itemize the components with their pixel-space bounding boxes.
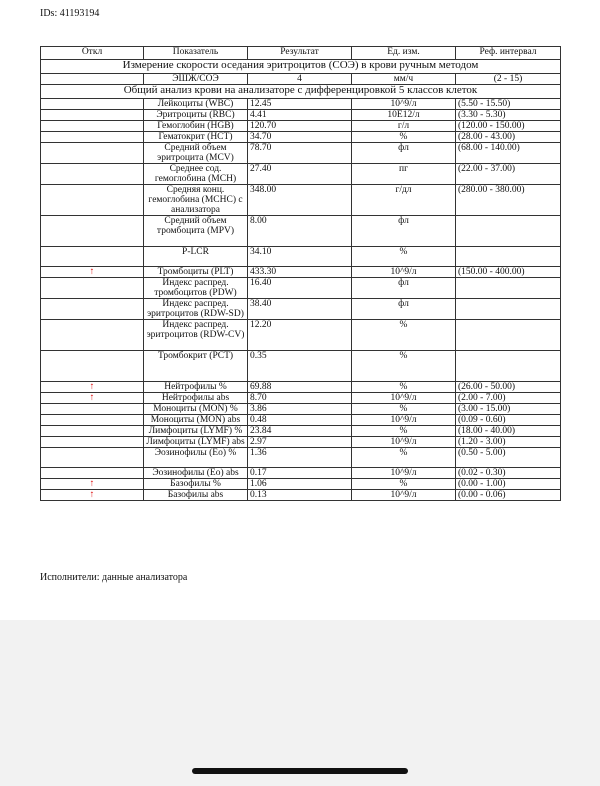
table-row	[41, 299, 561, 320]
result-cell: 23.84	[248, 426, 352, 437]
unit-cell: 10^9/л	[352, 393, 456, 404]
table-row	[41, 247, 561, 267]
ref-cell: (68.00 - 140.00)	[456, 143, 561, 164]
ref-cell	[456, 216, 561, 247]
table-row	[41, 132, 561, 143]
unit-cell: %	[352, 247, 456, 267]
unit-cell: %	[352, 479, 456, 490]
name-cell: Средний объем тромбоцита (MPV)	[144, 216, 248, 247]
flag-cell	[41, 437, 144, 448]
result-cell: 2.97	[248, 437, 352, 448]
table-row	[41, 415, 561, 426]
unit-cell: %	[352, 448, 456, 468]
header-ref: Реф. интервал	[456, 47, 561, 60]
name-cell: Тромбокрит (PCT)	[144, 351, 248, 382]
executors-label: Исполнители: данные анализатора	[40, 572, 188, 583]
ref-cell: (28.00 - 43.00)	[456, 132, 561, 143]
table-row	[41, 99, 561, 110]
ref-cell	[456, 299, 561, 320]
table-row	[41, 479, 561, 490]
flag-cell	[41, 74, 144, 85]
flag-cell	[41, 351, 144, 382]
name-cell: Тромбоциты (PLT)	[144, 267, 248, 278]
result-cell: 12.45	[248, 99, 352, 110]
name-cell: Средний объем эритроцита (MCV)	[144, 143, 248, 164]
flag-cell	[41, 404, 144, 415]
table-row	[41, 110, 561, 121]
ref-cell	[456, 278, 561, 299]
flag-cell	[41, 216, 144, 247]
unit-cell: %	[352, 426, 456, 437]
unit-cell: %	[352, 404, 456, 415]
result-cell: 120.70	[248, 121, 352, 132]
name-cell: Моноциты (MON) abs	[144, 415, 248, 426]
ref-cell: (280.00 - 380.00)	[456, 185, 561, 216]
ref-cell: (1.20 - 3.00)	[456, 437, 561, 448]
result-cell: 4	[248, 74, 352, 85]
ref-cell: (0.00 - 0.06)	[456, 490, 561, 501]
name-cell: Нейтрофилы %	[144, 382, 248, 393]
unit-cell: фл	[352, 278, 456, 299]
result-cell: 38.40	[248, 299, 352, 320]
table-row	[41, 437, 561, 448]
unit-cell: 10^9/л	[352, 267, 456, 278]
result-cell: 12.20	[248, 320, 352, 351]
ref-cell: (120.00 - 150.00)	[456, 121, 561, 132]
name-cell: Эозинофилы (Eo) %	[144, 448, 248, 468]
result-cell: 69.88	[248, 382, 352, 393]
ref-cell: (5.50 - 15.50)	[456, 99, 561, 110]
name-cell: Индекс распред. эритроцитов (RDW-SD)	[144, 299, 248, 320]
name-cell: Лейкоциты (WBC)	[144, 99, 248, 110]
name-cell: Гемоглобин (HGB)	[144, 121, 248, 132]
results-table	[40, 46, 561, 501]
ref-cell: (3.00 - 15.00)	[456, 404, 561, 415]
name-cell: Нейтрофилы abs	[144, 393, 248, 404]
flag-cell	[41, 185, 144, 216]
ref-cell	[456, 247, 561, 267]
name-cell: Моноциты (MON) %	[144, 404, 248, 415]
flag-cell	[41, 247, 144, 267]
table-row	[41, 143, 561, 164]
name-cell: Гематокрит (HCT)	[144, 132, 248, 143]
flag-cell	[41, 299, 144, 320]
unit-cell: пг	[352, 164, 456, 185]
flag-cell: ↑	[41, 382, 144, 393]
flag-cell	[41, 426, 144, 437]
result-cell: 8.00	[248, 216, 352, 247]
name-cell: Индекс распред. эритроцитов (RDW-CV)	[144, 320, 248, 351]
ref-cell: (26.00 - 50.00)	[456, 382, 561, 393]
section-title: Общий анализ крови на анализаторе с дифференцировкой 5 классов клеток	[41, 85, 561, 99]
flag-cell	[41, 110, 144, 121]
unit-cell: г/дл	[352, 185, 456, 216]
result-cell: 0.13	[248, 490, 352, 501]
result-cell: 0.17	[248, 468, 352, 479]
table-row	[41, 351, 561, 382]
table-row	[41, 490, 561, 501]
result-cell: 0.35	[248, 351, 352, 382]
name-cell: Среднее сод. гемоглобина (MCH)	[144, 164, 248, 185]
unit-cell: %	[352, 351, 456, 382]
table-row	[41, 320, 561, 351]
result-cell: 16.40	[248, 278, 352, 299]
result-cell: 1.36	[248, 448, 352, 468]
ref-cell: (0.50 - 5.00)	[456, 448, 561, 468]
section-row	[41, 60, 561, 74]
ref-cell: (2.00 - 7.00)	[456, 393, 561, 404]
name-cell: Эозинофилы (Eo) abs	[144, 468, 248, 479]
result-cell: 0.48	[248, 415, 352, 426]
name-cell: P-LCR	[144, 247, 248, 267]
unit-cell: 10^9/л	[352, 437, 456, 448]
result-cell: 8.70	[248, 393, 352, 404]
unit-cell: мм/ч	[352, 74, 456, 85]
result-cell: 1.06	[248, 479, 352, 490]
name-cell: Средняя конц. гемоглобина (MCHC) с анализатора	[144, 185, 248, 216]
table-row	[41, 121, 561, 132]
result-cell: 78.70	[248, 143, 352, 164]
ref-cell: (3.30 - 5.30)	[456, 110, 561, 121]
ref-cell: (22.00 - 37.00)	[456, 164, 561, 185]
flag-cell	[41, 99, 144, 110]
name-cell: Эритроциты (RBC)	[144, 110, 248, 121]
ids-label: IDs: 41193194	[40, 8, 100, 19]
ref-cell	[456, 351, 561, 382]
table-row	[41, 393, 561, 404]
unit-cell: 10^9/л	[352, 99, 456, 110]
table-row	[41, 404, 561, 415]
unit-cell: 10^9/л	[352, 490, 456, 501]
table-row	[41, 185, 561, 216]
unit-cell: 10E12/л	[352, 110, 456, 121]
ref-cell: (18.00 - 40.00)	[456, 426, 561, 437]
ref-cell: (0.02 - 0.30)	[456, 468, 561, 479]
unit-cell: %	[352, 320, 456, 351]
flag-cell	[41, 164, 144, 185]
header-row	[41, 47, 561, 60]
ref-cell: (2 - 15)	[456, 74, 561, 85]
flag-cell: ↑	[41, 393, 144, 404]
name-cell: Базофилы abs	[144, 490, 248, 501]
header-unit: Ед. изм.	[352, 47, 456, 60]
flag-cell	[41, 320, 144, 351]
flag-cell	[41, 448, 144, 468]
flag-cell	[41, 143, 144, 164]
flag-cell	[41, 415, 144, 426]
unit-cell: %	[352, 382, 456, 393]
table-row	[41, 468, 561, 479]
table-row	[41, 216, 561, 247]
unit-cell: фл	[352, 299, 456, 320]
table-row	[41, 74, 561, 85]
ref-cell: (150.00 - 400.00)	[456, 267, 561, 278]
header-name: Показатель	[144, 47, 248, 60]
result-cell: 433.30	[248, 267, 352, 278]
name-cell: Индекс распред. тромбоцитов (PDW)	[144, 278, 248, 299]
unit-cell: фл	[352, 143, 456, 164]
result-cell: 4.41	[248, 110, 352, 121]
flag-cell	[41, 121, 144, 132]
flag-cell: ↑	[41, 267, 144, 278]
unit-cell: фл	[352, 216, 456, 247]
home-indicator[interactable]	[192, 768, 408, 774]
table-row	[41, 278, 561, 299]
unit-cell: г/л	[352, 121, 456, 132]
header-result: Результат	[248, 47, 352, 60]
ref-cell: (0.00 - 1.00)	[456, 479, 561, 490]
name-cell: ЭШЖ/СОЭ	[144, 74, 248, 85]
result-cell: 348.00	[248, 185, 352, 216]
name-cell: Лимфоциты (LYMF) %	[144, 426, 248, 437]
section-title: Измерение скорости оседания эритроцитов (СОЭ) в крови ручным методом	[41, 60, 561, 74]
flag-cell	[41, 468, 144, 479]
ref-cell: (0.09 - 0.60)	[456, 415, 561, 426]
ref-cell	[456, 320, 561, 351]
result-cell: 34.10	[248, 247, 352, 267]
table-row	[41, 382, 561, 393]
header-flag: Откл	[41, 47, 144, 60]
flag-cell: ↑	[41, 490, 144, 501]
flag-cell	[41, 278, 144, 299]
table-row	[41, 426, 561, 437]
table-row	[41, 164, 561, 185]
unit-cell: %	[352, 132, 456, 143]
table-row	[41, 267, 561, 278]
result-cell: 27.40	[248, 164, 352, 185]
name-cell: Лимфоциты (LYMF) abs	[144, 437, 248, 448]
flag-cell	[41, 132, 144, 143]
table-row	[41, 448, 561, 468]
unit-cell: 10^9/л	[352, 468, 456, 479]
unit-cell: 10^9/л	[352, 415, 456, 426]
result-cell: 34.70	[248, 132, 352, 143]
flag-cell: ↑	[41, 479, 144, 490]
results-body	[41, 60, 561, 501]
result-cell: 3.86	[248, 404, 352, 415]
name-cell: Базофилы %	[144, 479, 248, 490]
section-row	[41, 85, 561, 99]
